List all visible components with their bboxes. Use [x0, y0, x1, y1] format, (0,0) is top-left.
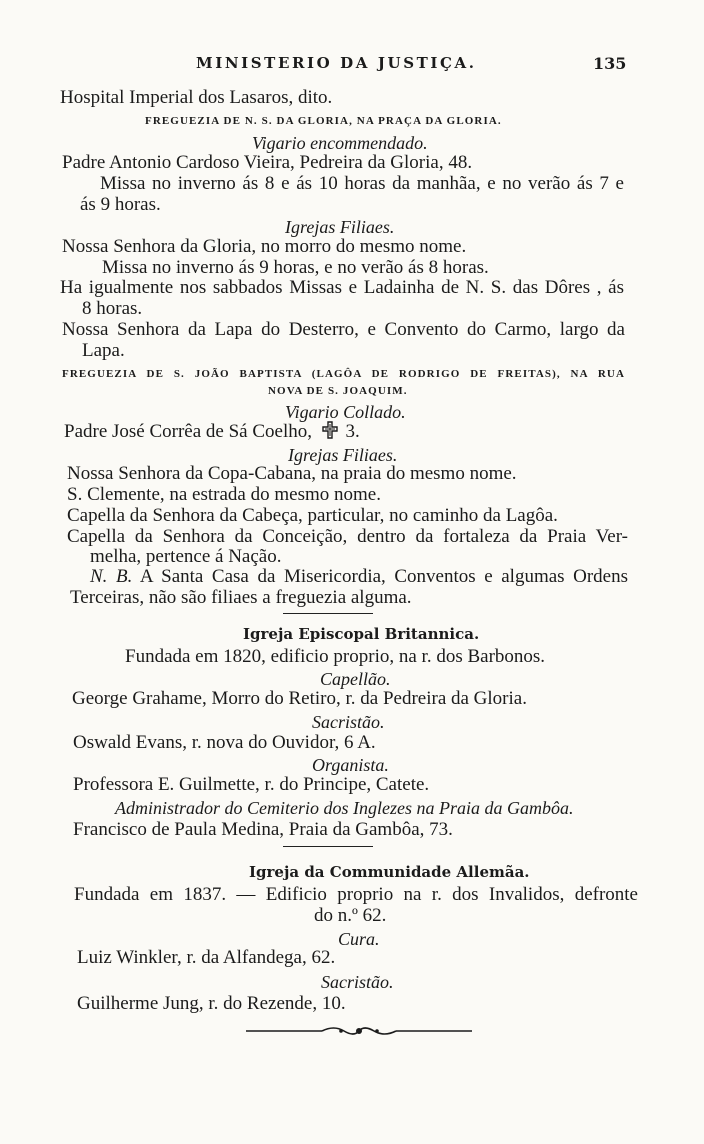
person-entry: George Grahame, Morro do Retiro, r. da Pedreira da Gloria.	[72, 688, 527, 709]
parish-sao-joao-heading-cont: NOVA DE S. JOAQUIM.	[268, 385, 408, 397]
filial-churches-title: Igrejas Filiaes.	[288, 445, 398, 465]
founding-line-cont: do n.º 62.	[314, 905, 387, 926]
nota-bene-line	[90, 566, 628, 588]
church-entry: Nossa Senhora da Copa-Cabana, na praia do mesmo nome.	[67, 463, 517, 484]
church-entry: Capella da Senhora da Cabeça, particular, no caminho da Lagôa.	[67, 505, 558, 526]
tail-ornament-icon	[244, 1024, 474, 1038]
nota-bene-label: N. B.	[90, 566, 133, 587]
person-entry: Professora E. Guilmette, r. do Principe, Catete.	[73, 774, 430, 795]
role-title: Cura.	[338, 929, 380, 949]
saturday-mass-cont: 8 horas.	[82, 298, 143, 319]
vicar-name: Padre José Corrêa de Sá Coelho,	[64, 421, 312, 442]
section-divider	[283, 613, 373, 614]
founding-line: Fundada em 1837. — Edificio proprio na r. dos Invalidos, defronte	[74, 884, 638, 905]
nota-bene-text: A Santa Casa da Misericordia, Conventos e algumas Ordens	[139, 566, 628, 587]
role-title: Capellão.	[320, 669, 391, 689]
vicar-title: Vigario Collado.	[285, 402, 406, 422]
person-entry: Guilherme Jung, r. do Rezende, 10.	[77, 993, 346, 1014]
role-title: Sacristão.	[321, 972, 394, 992]
person-entry: Francisco de Paula Medina, Praia da Gambôa, 73.	[73, 819, 453, 840]
person-entry: Oswald Evans, r. nova do Ouvidor, 6 A.	[73, 732, 376, 753]
person-entry: Luiz Winkler, r. da Alfandega, 62.	[77, 947, 336, 968]
church-entry: Nossa Senhora da Lapa do Desterro, e Convento do Carmo, largo da	[62, 319, 625, 340]
role-title: Administrador do Cemiterio dos Inglezes na Praia da Gambôa.	[115, 798, 574, 818]
church-entry: Nossa Senhora da Gloria, no morro do mesmo nome.	[62, 236, 467, 257]
parish-gloria-heading: FREGUEZIA DE N. S. DA GLORIA, NA PRAÇA DA GLORIA.	[145, 115, 502, 127]
role-title: Organista.	[312, 755, 389, 775]
nota-bene-cont: Terceiras, não são filiaes a freguezia alguma.	[70, 587, 412, 608]
vicar-entry	[64, 421, 360, 443]
page-header	[0, 50, 704, 74]
section-heading-german: Igreja da Communidade Allemãa.	[249, 863, 530, 881]
vicar-entry: Padre Antonio Cardoso Vieira, Pedreira da Gloria, 48.	[62, 152, 473, 173]
parish-sao-joao-heading: FREGUEZIA DE S. JOÃO BAPTISTA (LAGÔA DE RODRIGO DE FREITAS), NA RUA	[62, 368, 625, 380]
church-entry: Capella da Senhora da Conceição, dentro da fortaleza da Praia Ver-	[67, 526, 628, 547]
order-grade: 3.	[345, 421, 360, 442]
mass-times-cont: ás 9 horas.	[80, 194, 161, 215]
cross-of-order-icon	[321, 421, 339, 439]
church-entry-cont: Lapa.	[82, 340, 125, 361]
hospital-line: Hospital Imperial dos Lasaros, dito.	[60, 87, 333, 108]
role-title: Sacristão.	[312, 712, 385, 732]
page-number: 135	[593, 54, 627, 73]
mass-times-line: Missa no inverno ás 9 horas, e no verão ás 8 horas.	[102, 257, 489, 278]
church-entry-cont: melha, pertence á Nação.	[90, 546, 282, 567]
section-divider	[283, 846, 373, 847]
church-entry: S. Clemente, na estrada do mesmo nome.	[67, 484, 381, 505]
founding-line: Fundada em 1820, edificio proprio, na r. dos Barbonos.	[125, 646, 546, 667]
vicar-title: Vigario encommendado.	[252, 133, 428, 153]
running-head: MINISTERIO DA JUSTIÇA.	[196, 54, 477, 72]
mass-times-line: Missa no inverno ás 8 e ás 10 horas da manhãa, e no verão ás 7 e	[100, 173, 624, 194]
saturday-mass-line: Ha igualmente nos sabbados Missas e Ladainha de N. S. das Dôres , ás	[60, 277, 624, 298]
filial-churches-title: Igrejas Filiaes.	[285, 217, 395, 237]
section-heading-anglican: Igreja Episcopal Britannica.	[243, 625, 480, 643]
